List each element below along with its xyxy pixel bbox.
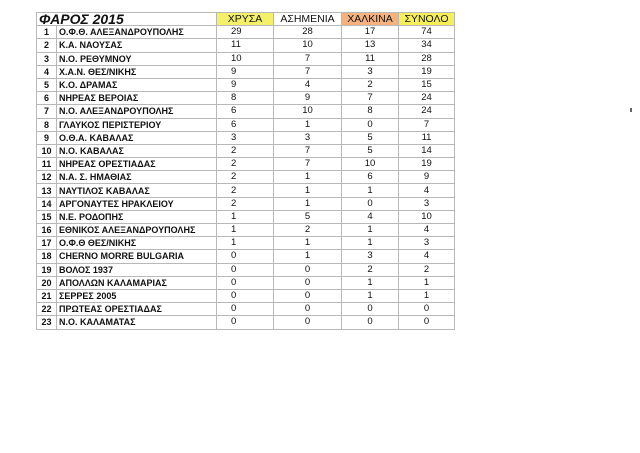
bronze-column-header: ΧΑΛΚΙΝΑ [342, 13, 399, 26]
team-name-cell: Ν.Ο. ΚΑΛΑΜΑΤΑΣ [57, 316, 217, 329]
total-count-cell: 19 [399, 65, 455, 78]
rank-cell: 23 [37, 316, 57, 329]
table-row [37, 26, 455, 39]
gold-count-cell: 9 [217, 65, 274, 78]
gold-count-cell: 6 [217, 105, 274, 118]
bronze-count-cell: 0 [342, 303, 399, 316]
total-count-cell: 3 [399, 197, 455, 210]
bronze-count-cell: 8 [342, 105, 399, 118]
silver-count-cell: 0 [274, 263, 342, 276]
table-row [37, 303, 455, 316]
team-name-cell: Ο.Θ.Α. ΚΑΒΑΛΑΣ [57, 131, 217, 144]
rank-cell: 9 [37, 131, 57, 144]
table-row [37, 92, 455, 105]
team-name-cell: CHERNO MORRE BULGARIA [57, 250, 217, 263]
table-row [37, 65, 455, 78]
table-row [37, 52, 455, 65]
rank-cell: 13 [37, 184, 57, 197]
silver-count-cell: 0 [274, 289, 342, 302]
team-name-cell: Κ.Α. ΝΑΟΥΣΑΣ [57, 39, 217, 52]
rank-cell: 8 [37, 118, 57, 131]
gold-count-cell: 0 [217, 303, 274, 316]
team-name-cell: Ο.Φ.Θ. ΑΛΕΞΑΝΔΡΟΥΠΟΛΗΣ [57, 26, 217, 39]
silver-count-cell: 0 [274, 303, 342, 316]
bronze-count-cell: 1 [342, 237, 399, 250]
gold-count-cell: 29 [217, 26, 274, 39]
silver-count-cell: 0 [274, 316, 342, 329]
bronze-count-cell: 0 [342, 118, 399, 131]
total-count-cell: 24 [399, 92, 455, 105]
gold-count-cell: 2 [217, 184, 274, 197]
silver-count-cell: 28 [274, 26, 342, 39]
team-name-cell: ΑΠΟΛΛΩΝ ΚΑΛΑΜΑΡΙΑΣ [57, 276, 217, 289]
total-count-cell: 10 [399, 210, 455, 223]
gold-count-cell: 0 [217, 276, 274, 289]
silver-count-cell: 7 [274, 144, 342, 157]
gold-count-cell: 2 [217, 144, 274, 157]
rank-cell: 20 [37, 276, 57, 289]
bronze-count-cell: 7 [342, 92, 399, 105]
silver-count-cell: 0 [274, 276, 342, 289]
team-name-cell: Κ.Ο. ΔΡΑΜΑΣ [57, 78, 217, 91]
silver-count-cell: 4 [274, 78, 342, 91]
silver-count-cell: 9 [274, 92, 342, 105]
bronze-count-cell: 0 [342, 316, 399, 329]
silver-column-header: ΑΣΗΜΕΝΙΑ [274, 13, 342, 26]
silver-count-cell: 7 [274, 158, 342, 171]
gold-column-header: ΧΡΥΣΑ [217, 13, 274, 26]
bronze-count-cell: 5 [342, 144, 399, 157]
bronze-count-cell: 2 [342, 78, 399, 91]
scan-mark [630, 108, 632, 112]
team-name-cell: Ν.Ο. ΚΑΒΑΛΑΣ [57, 144, 217, 157]
table-row [37, 78, 455, 91]
gold-count-cell: 9 [217, 78, 274, 91]
rank-cell: 3 [37, 52, 57, 65]
gold-count-cell: 1 [217, 237, 274, 250]
bronze-count-cell: 10 [342, 158, 399, 171]
team-name-cell: ΝΗΡΕΑΣ ΟΡΕΣΤΙΑΔΑΣ [57, 158, 217, 171]
silver-count-cell: 7 [274, 52, 342, 65]
rank-cell: 4 [37, 65, 57, 78]
rank-cell: 19 [37, 263, 57, 276]
total-count-cell: 3 [399, 237, 455, 250]
table-row [37, 118, 455, 131]
gold-count-cell: 6 [217, 118, 274, 131]
bronze-count-cell: 0 [342, 197, 399, 210]
team-name-cell: Ν.Ο. ΡΕΘΥΜΝΟΥ [57, 52, 217, 65]
team-name-cell: ΣΕΡΡΕΣ 2005 [57, 289, 217, 302]
table-row [37, 237, 455, 250]
total-count-cell: 1 [399, 276, 455, 289]
bronze-count-cell: 3 [342, 250, 399, 263]
table-row [37, 184, 455, 197]
total-count-cell: 74 [399, 26, 455, 39]
total-count-cell: 4 [399, 224, 455, 237]
header-row [37, 13, 455, 26]
silver-count-cell: 1 [274, 250, 342, 263]
rank-cell: 22 [37, 303, 57, 316]
table-body [37, 26, 455, 329]
table-row [37, 197, 455, 210]
gold-count-cell: 10 [217, 52, 274, 65]
silver-count-cell: 1 [274, 118, 342, 131]
gold-count-cell: 8 [217, 92, 274, 105]
rank-cell: 10 [37, 144, 57, 157]
total-count-cell: 24 [399, 105, 455, 118]
rank-cell: 17 [37, 237, 57, 250]
rank-cell: 16 [37, 224, 57, 237]
total-count-cell: 7 [399, 118, 455, 131]
total-count-cell: 2 [399, 263, 455, 276]
silver-count-cell: 1 [274, 171, 342, 184]
total-count-cell: 28 [399, 52, 455, 65]
team-name-cell: ΒΟΛΟΣ 1937 [57, 263, 217, 276]
total-count-cell: 14 [399, 144, 455, 157]
table-row [37, 316, 455, 329]
gold-count-cell: 2 [217, 171, 274, 184]
silver-count-cell: 2 [274, 224, 342, 237]
team-name-cell: ΕΘΝΙΚΟΣ ΑΛΕΞΑΝΔΡΟΥΠΟΛΗΣ [57, 224, 217, 237]
bronze-count-cell: 11 [342, 52, 399, 65]
total-count-cell: 19 [399, 158, 455, 171]
table-row [37, 105, 455, 118]
total-count-cell: 0 [399, 316, 455, 329]
table-row [37, 158, 455, 171]
bronze-count-cell: 17 [342, 26, 399, 39]
table-row [37, 289, 455, 302]
rank-cell: 2 [37, 39, 57, 52]
table-row [37, 224, 455, 237]
gold-count-cell: 1 [217, 210, 274, 223]
rank-cell: 15 [37, 210, 57, 223]
rank-cell: 5 [37, 78, 57, 91]
gold-count-cell: 11 [217, 39, 274, 52]
team-name-cell: ΝΑΥΤΙΛΟΣ ΚΑΒΑΛΑΣ [57, 184, 217, 197]
gold-count-cell: 0 [217, 250, 274, 263]
gold-count-cell: 0 [217, 289, 274, 302]
total-count-cell: 0 [399, 303, 455, 316]
gold-count-cell: 1 [217, 224, 274, 237]
rank-cell: 18 [37, 250, 57, 263]
total-column-header: ΣΥΝΟΛΟ [399, 13, 455, 26]
gold-count-cell: 2 [217, 197, 274, 210]
silver-count-cell: 1 [274, 237, 342, 250]
bronze-count-cell: 5 [342, 131, 399, 144]
team-name-cell: ΑΡΓΟΝΑΥΤΕΣ ΗΡΑΚΛΕΙΟΥ [57, 197, 217, 210]
table-title: ΦΑΡΟΣ 2015 [37, 13, 217, 26]
team-name-cell: Ο.Φ.Θ ΘΕΣ/ΝΙΚΗΣ [57, 237, 217, 250]
table-row [37, 263, 455, 276]
silver-count-cell: 10 [274, 105, 342, 118]
total-count-cell: 4 [399, 250, 455, 263]
silver-count-cell: 10 [274, 39, 342, 52]
bronze-count-cell: 1 [342, 184, 399, 197]
bronze-count-cell: 13 [342, 39, 399, 52]
gold-count-cell: 2 [217, 158, 274, 171]
team-name-cell: Χ.Α.Ν. ΘΕΣ/ΝΙΚΗΣ [57, 65, 217, 78]
rank-cell: 11 [37, 158, 57, 171]
silver-count-cell: 5 [274, 210, 342, 223]
table-row [37, 171, 455, 184]
team-name-cell: Ν.Ο. ΑΛΕΞΑΝΔΡΟΥΠΟΛΗΣ [57, 105, 217, 118]
total-count-cell: 9 [399, 171, 455, 184]
gold-count-cell: 0 [217, 316, 274, 329]
rank-cell: 7 [37, 105, 57, 118]
total-count-cell: 1 [399, 289, 455, 302]
team-name-cell: ΠΡΩΤΕΑΣ ΟΡΕΣΤΙΑΔΑΣ [57, 303, 217, 316]
rank-cell: 6 [37, 92, 57, 105]
table-row [37, 210, 455, 223]
silver-count-cell: 1 [274, 184, 342, 197]
gold-count-cell: 3 [217, 131, 274, 144]
table-row [37, 144, 455, 157]
rank-cell: 12 [37, 171, 57, 184]
rank-cell: 1 [37, 26, 57, 39]
silver-count-cell: 3 [274, 131, 342, 144]
bronze-count-cell: 1 [342, 289, 399, 302]
team-name-cell: ΓΛΑΥΚΟΣ ΠΕΡΙΣΤΕΡΙΟΥ [57, 118, 217, 131]
silver-count-cell: 7 [274, 65, 342, 78]
total-count-cell: 34 [399, 39, 455, 52]
total-count-cell: 15 [399, 78, 455, 91]
rank-cell: 21 [37, 289, 57, 302]
bronze-count-cell: 3 [342, 65, 399, 78]
team-name-cell: ΝΗΡΕΑΣ ΒΕΡΟΙΑΣ [57, 92, 217, 105]
team-name-cell: Ν.Α. Σ. ΗΜΑΘΙΑΣ [57, 171, 217, 184]
table-row [37, 276, 455, 289]
total-count-cell: 11 [399, 131, 455, 144]
table-row [37, 250, 455, 263]
silver-count-cell: 1 [274, 197, 342, 210]
team-name-cell: Ν.Ε. ΡΟΔΟΠΗΣ [57, 210, 217, 223]
bronze-count-cell: 4 [342, 210, 399, 223]
bronze-count-cell: 1 [342, 224, 399, 237]
bronze-count-cell: 2 [342, 263, 399, 276]
table-row [37, 39, 455, 52]
bronze-count-cell: 6 [342, 171, 399, 184]
rank-cell: 14 [37, 197, 57, 210]
medal-table [36, 12, 455, 330]
bronze-count-cell: 1 [342, 276, 399, 289]
table-row [37, 131, 455, 144]
total-count-cell: 4 [399, 184, 455, 197]
gold-count-cell: 0 [217, 263, 274, 276]
